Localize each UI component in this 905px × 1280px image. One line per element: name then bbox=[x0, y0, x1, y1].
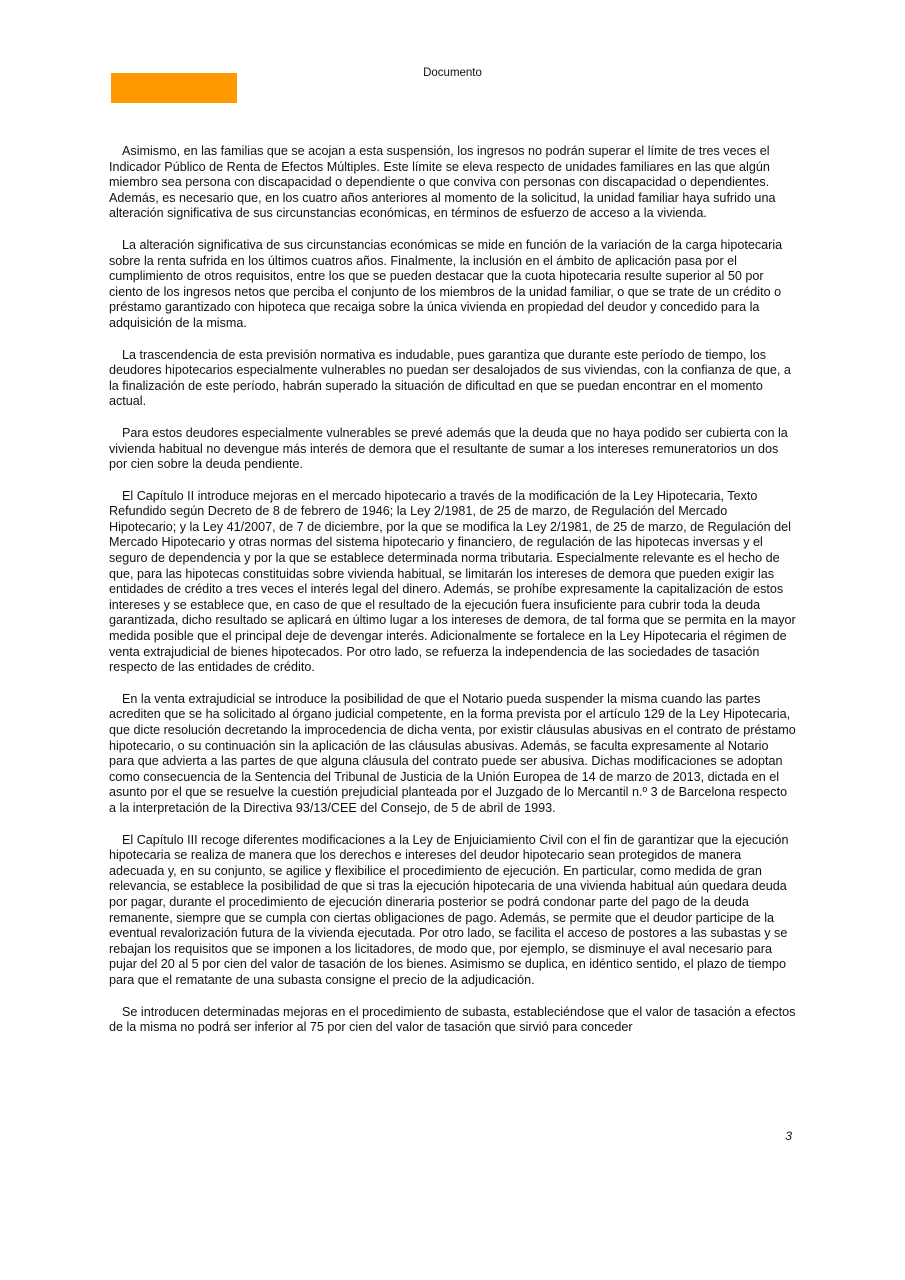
document-body bbox=[109, 144, 797, 1052]
paragraph-auction-improvements: Se introducen determinadas mejoras en el procedimiento de subasta, estableciéndose que el valor de tasación a efectos de la misma no podrá ser inferior al 75 por cien del valor de tasación que sirvió para conceder bbox=[109, 1004, 796, 1035]
paragraph-economic-alteration: La alteración significativa de sus circunstancias económicas se mide en función de la variación de la carga hipotecaria sobre la renta sufrida en los últimos cuatros años. Finalmente, la inclusión en el ámbito de aplicación pasa por el cumplimiento de otros requisitos, entre los que se pueden destacar que la cuota hipotecaria resulte superior al 50 por ciento de los ingresos netos que perciba el conjunto de los miembros de la unidad familiar, o que se trate de un crédito o préstamo garantizado con hipoteca que recaiga sobre la única vivienda en propiedad del deudor y concedido para la adquisición de la misma. bbox=[109, 237, 783, 330]
paragraph-chapter-ii: El Capítulo II introduce mejoras en el mercado hipotecario a través de la modificación de la Ley Hipotecaria, Texto Refundido según Decreto de 8 de febrero de 1946; la Ley 2/1981, de 25 de marzo, de Regulación del Mercado Hipotecario; y la Ley 41/2007, de 7 de diciembre, por la que se modifica la Ley 2/1981, de 25 de marzo, de Regulación del Mercado Hipotecario y otras normas del sistema hipotecario y financiero, de regulación de las hipotecas inversas y el seguro de dependencia y por la que se establece determinada norma tributaria. Especialmente relevante es el hecho de que, para las hipotecas constituidas sobre vivienda habitual, se limitarán los intereses de demora que pueden exigir las entidades de crédito a tres veces el interés legal del dinero. Además, se prohíbe expresamente la capitalización de estos intereses y se establece que, en caso de que el resultado de la ejecución fuera insuficiente para cubrir toda la deuda garantizada, dicho resultado se aplicará en último lugar a los intereses de demora, de tal forma que se permita en la mayor medida posible que el principal deje de devengar interés. Adicionalmente se fortalece en la Ley Hipotecaria el régimen de venta extrajudicial de bienes hipotecados. Por otro lado, se refuerza la independencia de las sociedades de tasación respecto de las entidades de crédito. bbox=[109, 488, 796, 675]
paragraph-extrajudicial-sale: En la venta extrajudicial se introduce la posibilidad de que el Notario pueda suspender la misma cuando las partes acrediten que se ha solicitado al órgano judicial competente, en la forma prevista por el artículo 129 de la Ley Hipotecaria, que dicte resolución decretando la improcedencia de dicha venta, por existir cláusulas abusivas en el contrato de préstamo hipotecario, o su continuación sin la aplicación de las cláusulas abusivas. Además, se faculta expresamente al Notario para que advierta a las partes de que alguna cláusula del contrato puede ser abusiva. Dichas modificaciones se adoptan como consecuencia de la Sentencia del Tribunal de Justicia de la Unión Europea de 14 de marzo de 2013, dictada en el asunto por el que se resuelve la cuestión prejudicial planteada por el Juzgado de lo Mercantil n.º 3 de Barcelona respecto a la interpretación de la Directiva 93/13/CEE del Consejo, de 5 de abril de 1993. bbox=[109, 691, 796, 815]
paragraph-normative-importance: La trascendencia de esta previsión normativa es indudable, pues garantiza que durante este período de tiempo, los deudores hipotecarios especialmente vulnerables no puedan ser desalojados de sus viviendas, con la confianza de que, a la finalización de este período, habrán superado la situación de dificultad en que se puedan encontrar en el momento actual. bbox=[109, 347, 791, 409]
header-title: Documento bbox=[423, 67, 482, 79]
paragraph-chapter-iii: El Capítulo III recoge diferentes modificaciones a la Ley de Enjuiciamiento Civil con el fin de garantizar que la ejecución hipotecaria se realiza de manera que los derechos e intereses del deudor hipotecario sean protegidos de manera adecuada y, en su conjunto, se agilice y flexibilice el procedimiento de ejecución. En particular, como medida de gran relevancia, se establece la posibilidad de que si tras la ejecución hipotecaria de una vivienda habitual aún quedara deuda por pagar, durante el procedimiento de ejecución dineraria posterior se podrá condonar parte del pago de la deuda remanente, siempre que se cumpla con ciertas obligaciones de pago. Además, se permite que el deudor participe de la eventual revalorización futura de la vivienda ejecutada. Por otro lado, se facilita el acceso de postores a las subastas y se rebajan los requisitos que se imponen a los licitadores, de modo que, por ejemplo, se disminuye el aval necesario para pujar del 20 al 5 por cien del valor de tasación de los bienes. Asimismo se duplica, en idéntico sentido, el plazo de tiempo para que el rematante de una subasta consigne el precio de la adjudicación. bbox=[109, 832, 789, 987]
paragraph-vulnerable-debtors: Para estos deudores especialmente vulnerables se prevé además que la deuda que no haya podido ser cubierta con la vivienda habitual no devengue más interés de demora que el resultante de sumar a los intereses remuneratorios un dos por cien sobre la deuda pendiente. bbox=[109, 425, 788, 472]
paragraph-suspension-income: Asimismo, en las familias que se acojan a esta suspensión, los ingresos no podrán superar el límite de tres veces el Indicador Público de Renta de Efectos Múltiples. Este límite se eleva respecto de unidades familiares en las que algún miembro sea persona con discapacidad o dependiente o que conviva con personas con discapacidad o dependientes. Además, es necesario que, en los cuatro años anteriores al momento de la solicitud, la unidad familiar haya sufrido una alteración significativa de sus circunstancias económicas, en términos de esfuerzo de acceso a la vivienda. bbox=[109, 144, 776, 221]
page-number: 3 bbox=[785, 1129, 792, 1143]
